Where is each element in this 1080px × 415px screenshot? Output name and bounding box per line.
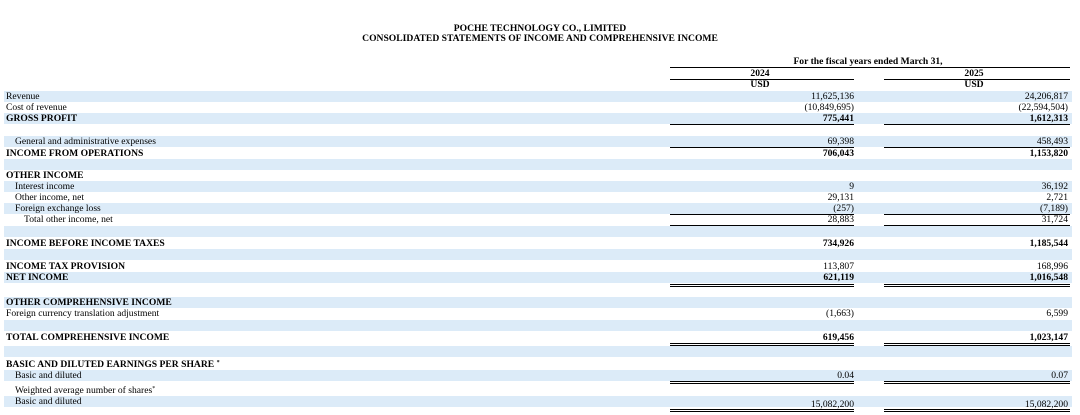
rule [884,343,1070,344]
value-2024: 734,926 [822,238,854,249]
row-label: Cost of revenue [6,102,67,113]
col2-year: 2025 [964,68,984,79]
value-2024: 706,043 [822,148,854,159]
row-interest-income [4,181,1072,192]
company-name: POCHE TECHNOLOGY CO., LIMITED [453,23,627,34]
row-gross-profit [4,113,1072,124]
value-2025: 15,082,200 [1024,399,1068,410]
row-label: Total other income, net [24,214,113,225]
value-2025: 24,206,817 [1024,91,1068,102]
value-2025: 1,153,820 [1029,148,1068,159]
row-income-before-taxes [4,238,1072,249]
row-label: INCOME TAX PROVISION [6,261,126,272]
row-label: OTHER COMPREHENSIVE INCOME [6,297,172,308]
spacer-row [4,159,1072,170]
value-2024: 29,131 [827,192,854,203]
value-2025: (7,189) [1040,203,1068,214]
value-2025: 168,996 [1036,261,1068,272]
rule [670,124,854,125]
value-2025: 1,185,544 [1029,238,1068,249]
row-label [15,385,155,396]
rule [670,411,854,412]
rule [670,284,854,285]
statement-title: CONSOLIDATED STATEMENTS OF INCOME AND COMPREHENSIVE INCOME [362,33,718,44]
row-label: Basic and diluted [15,396,82,407]
value-2025: 1,612,313 [1029,113,1068,124]
value-2024: 775,441 [822,113,854,124]
value-2024: 69,398 [827,136,854,147]
row-label: Foreign exchange loss [15,203,101,214]
row-label: TOTAL COMPREHENSIVE INCOME [6,332,170,343]
rule [884,284,1070,285]
footnote-mark: * [152,386,156,392]
row-ga-expenses [4,136,1072,147]
value-2025: 1,016,548 [1029,272,1068,283]
row-tax-provision [4,261,1072,272]
value-2025: (22,594,504) [1018,102,1068,113]
value-2024: 113,807 [823,261,854,272]
value-2024: 28,883 [827,214,854,225]
row-label: Basic and diluted [15,370,82,381]
row-label: INCOME BEFORE INCOME TAXES [6,238,165,249]
value-2024: 15,082,200 [810,399,854,410]
spacer-row [4,346,1072,357]
rule [884,411,1070,412]
row-other-income-header [4,170,1072,181]
row-label: Foreign currency translation adjustment [6,308,160,319]
row-label: Revenue [6,91,40,102]
row-eps-header [4,359,1072,370]
value-2024: 0.04 [837,370,854,381]
rule [884,124,1070,125]
col1-currency: USD [750,79,770,90]
period-underline [670,67,1070,68]
value-2024: 621,119 [823,272,854,283]
row-label: INCOME FROM OPERATIONS [6,148,144,159]
spacer-row [4,249,1072,260]
rule [670,343,854,344]
value-2024: 11,625,136 [811,91,854,102]
row-cost-of-revenue [4,102,1072,113]
row-net-income [4,272,1072,283]
value-2024: 619,456 [822,332,854,343]
value-2024: (1,663) [826,308,854,319]
row-revenue [4,91,1072,102]
rule [670,383,854,384]
row-label: NET INCOME [6,272,69,283]
row-label [6,359,220,370]
wavg-header-text: Weighted average number of shares [15,385,153,396]
row-label: Other income, net [15,192,84,203]
value-2025: 458,493 [1036,136,1068,147]
value-2024: (257) [833,203,854,214]
value-2025: 1,023,147 [1029,332,1068,343]
rule [884,286,1070,287]
value-2025: 0.07 [1051,370,1068,381]
rule [670,409,854,410]
spacer-row [4,320,1072,331]
col1-year: 2024 [750,68,770,79]
value-2025: 36,192 [1041,181,1068,192]
rule [884,409,1070,410]
rule [884,381,1070,382]
rule [884,383,1070,384]
row-total-comprehensive [4,332,1072,343]
footnote-mark: * [216,360,220,366]
row-label: General and administrative expenses [15,136,156,147]
value-2025: 31,724 [1041,214,1068,225]
row-fx-loss [4,203,1072,214]
row-oci-header [4,297,1072,308]
row-eps-basic [4,370,1072,381]
rule [670,381,854,382]
period-header: For the fiscal years ended March 31, [793,56,943,67]
row-fx-translation [4,308,1072,319]
row-label: GROSS PROFIT [6,113,78,124]
eps-header-text: BASIC AND DILUTED EARNINGS PER SHARE [6,359,215,370]
row-label: Interest income [15,181,75,192]
row-total-other-income [4,214,1072,225]
row-wavg-basic [4,396,1072,410]
row-label: OTHER INCOME [6,170,84,181]
row-income-from-operations [4,148,1072,159]
row-other-income-net [4,192,1072,203]
col2-currency: USD [964,79,984,90]
row-wavg-header [4,385,1072,396]
value-2025: 6,599 [1046,308,1068,319]
spacer-row [4,226,1072,237]
value-2024: (10,849,695) [804,102,854,113]
value-2024: 9 [849,181,854,192]
rule [670,286,854,287]
value-2025: 2,721 [1046,192,1068,203]
